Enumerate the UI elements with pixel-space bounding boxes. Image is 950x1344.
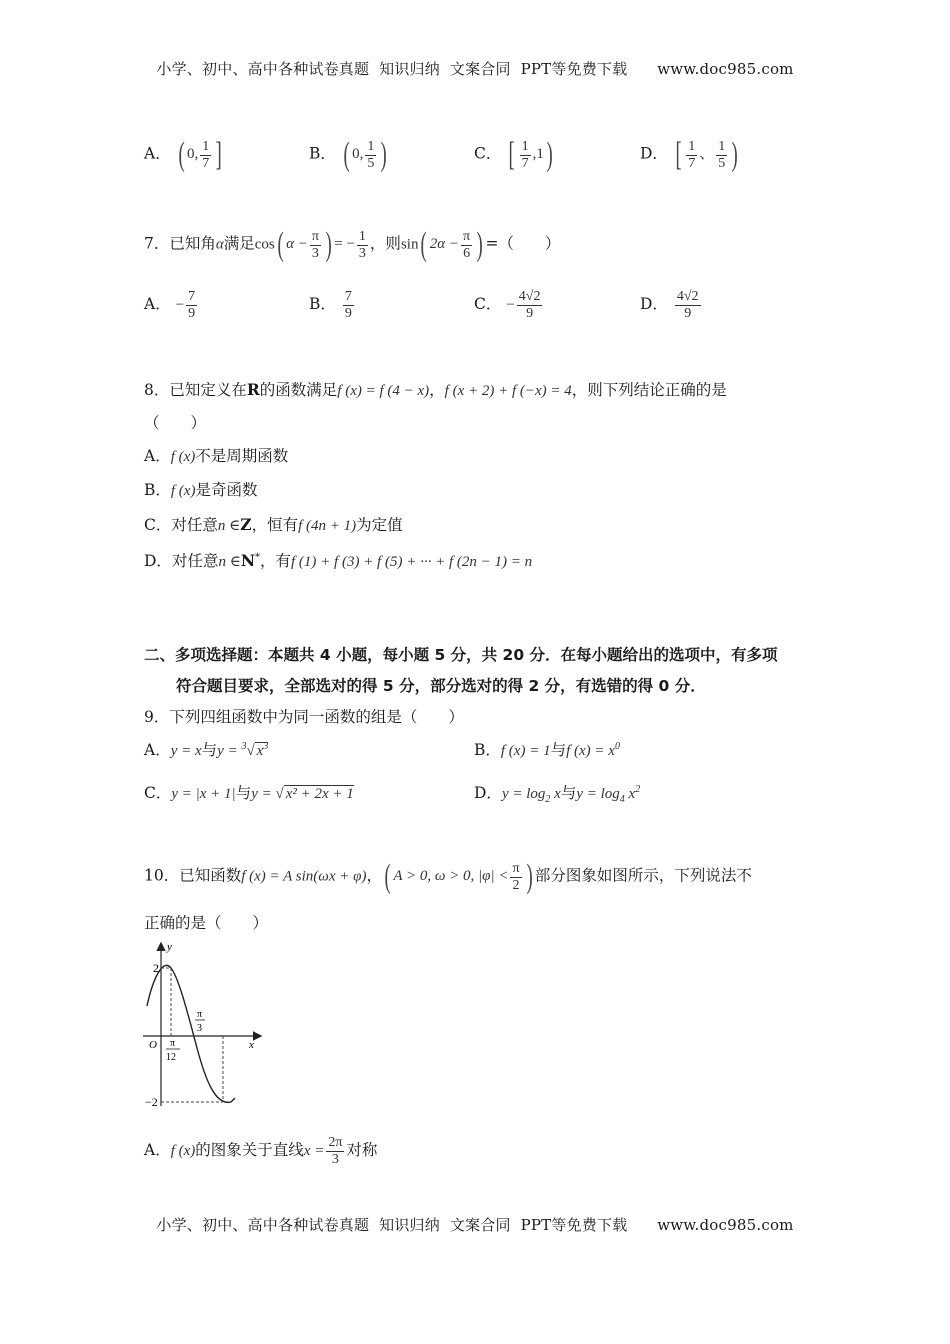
q8-option-c[interactable]: C．对任意n ∈Z，恒有f (4n + 1)为定值 [144, 515, 403, 534]
x-axis-label: x [249, 1039, 254, 1051]
origin-label: O [149, 1039, 157, 1051]
q10-option-a[interactable]: A．f (x)的图象关于直线x = $\frac{2\pi}{3}$ 对称 [144, 1135, 378, 1167]
q6-option-b[interactable]: B． ( 0, $\frac{1}{5}$ ) [309, 136, 388, 173]
q9-option-c[interactable]: C．y = |x + 1|与y = √ x² + 2x + 1 [144, 784, 354, 802]
page-header: 小学、初中、高中各种试卷真题 知识归纳 文案合同 PPT等免费下载 www.doc985.com [156, 60, 794, 78]
q9-stem: 9．下列四组函数中为同一函数的组是（ ） [144, 708, 464, 726]
q10-stem: 10．已知函数f (x) = A sin(ωx + φ)，( A > 0, ω > 0, |φ| < $\frac{\pi}{2}$ ) 部分图象如图所示，下列说法不 [144, 858, 752, 895]
section-2-heading-line2: 符合题目要求，全部选对的得 5 分，部分选对的得 2 分，有选错的得 0 分． [176, 677, 706, 695]
section-2-heading-line1: 二、多项选择题：本题共 4 小题，每小题 5 分，共 20 分．在每小题给出的选项中，有多项 [144, 646, 778, 664]
q7-option-b[interactable]: B． $\frac{7}{9}$ [309, 289, 352, 321]
q7-option-c[interactable]: C． − $\frac{4√2}{9}$ [474, 289, 541, 321]
q8-option-d[interactable]: D．对任意n ∈N*，有f (1) + f (3) + f (5) + ··· + f (2n − 1) = n [144, 551, 533, 570]
y-axis-label: y [167, 941, 172, 953]
q9-option-a[interactable]: A．y = x与y = $^3$√ $x^3$ [144, 741, 269, 759]
page-footer: 小学、初中、高中各种试卷真题 知识归纳 文案合同 PPT等免费下载 www.doc985.com [156, 1216, 794, 1234]
q10-stem-line2: 正确的是（ ） [144, 914, 269, 932]
q9-option-b[interactable]: B．f (x) = 1与f $(x) = x^0$ [474, 741, 620, 759]
x1-den: 12 [166, 1052, 176, 1063]
q6-option-c[interactable]: C． [ $\frac{1}{7}$ ,1) [474, 136, 553, 173]
q6-option-d[interactable]: D． [ $\frac{1}{7}$ 、 $\frac{1}{5}$ ) [640, 136, 738, 173]
q7-option-d[interactable]: D． $\frac{4√2}{9}$ [640, 289, 699, 321]
q8-option-b[interactable]: B．f (x)是奇函数 [144, 481, 258, 499]
y-max-label: 2 [153, 961, 159, 975]
q8-stem: 8．已知定义在R的函数满足f (x) = f (4 − x)，f (x + 2) + f (−x) = 4，则下列结论正确的是 [144, 380, 727, 399]
q10-function-graph [135, 938, 275, 1118]
q8-option-a[interactable]: A．f (x)不是周期函数 [144, 447, 289, 465]
y-min-label: −2 [145, 1095, 158, 1109]
q7-option-a[interactable]: A． − $\frac{7}{9}$ [144, 289, 196, 321]
x2-num: π [197, 1009, 203, 1020]
q7-stem: 7．已知角α满足cos( α − $\frac{\pi}{3}$ ) = − $\frac{1}{3}$ ，则sin( 2α − $\frac{\pi}{6}$ ) =（ ） [144, 226, 561, 263]
q8-answer-paren: （ ） [144, 414, 207, 432]
q6-option-a[interactable]: A． ( 0, $\frac{1}{7}$ ] [144, 136, 222, 173]
q9-option-d[interactable]: D．$y = \log_2 x$与$y = \log_4 x^2$ [474, 784, 641, 805]
x1-num: π [170, 1038, 176, 1049]
sine-curve [147, 965, 235, 1102]
x2-den: 3 [197, 1023, 202, 1034]
